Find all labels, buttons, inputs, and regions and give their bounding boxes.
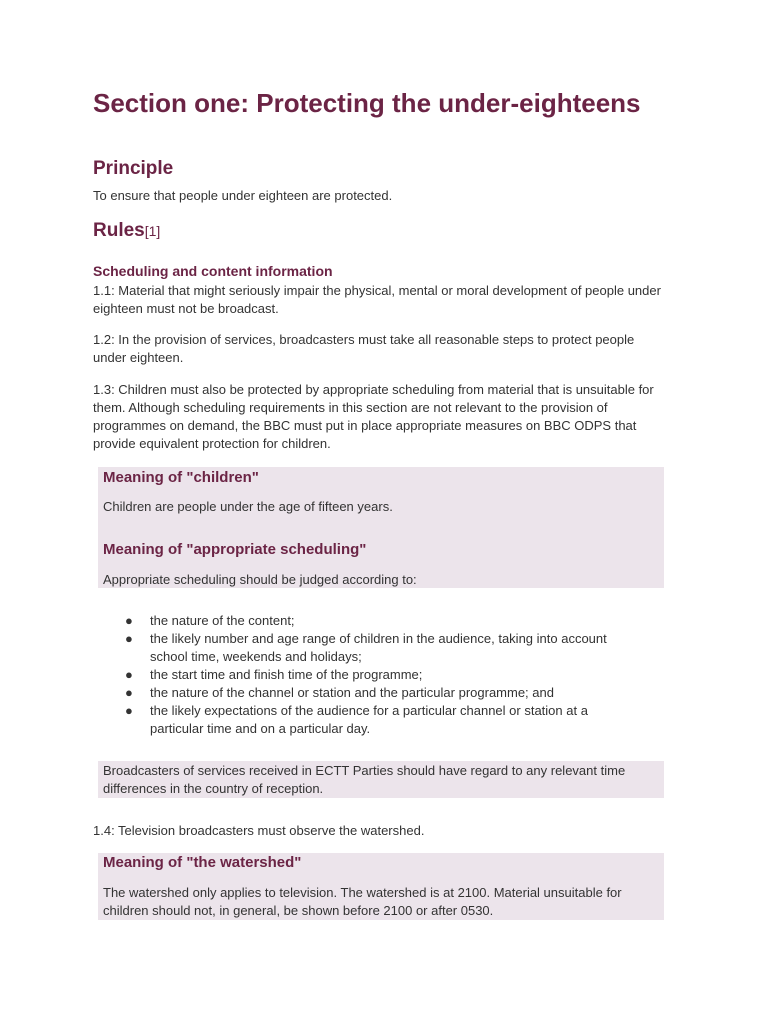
list-item-text: the likely expectations of the audience for a particular channel or station at a particular time and on a particular day. [150,703,588,736]
principle-heading: Principle [93,158,174,179]
list-item-text: the start time and finish time of the programme; [150,667,423,682]
list-item-text: the likely number and age range of children in the audience, taking into account school time, weekends and holidays; [150,631,607,664]
scheduling-meaning-text: Appropriate scheduling should be judged according to: [103,572,417,587]
watershed-meaning-heading: Meaning of "the watershed" [103,854,302,871]
watershed-meaning-text: The watershed only applies to television. The watershed is at 2100. Material unsuitable for children should not, in general, be shown before 2100 or after 0530. [103,885,622,918]
ectt-note-box [98,761,664,798]
ectt-note-text: Broadcasters of services received in ECTT Parties should have regard to any relevant time differences in the country of reception. [103,763,626,796]
rule-1-4: 1.4: Television broadcasters must observe the watershed. [93,823,425,838]
list-item [125,666,625,684]
bullet-icon: ● [125,703,133,718]
bullet-icon: ● [125,685,133,700]
list-item-text: the nature of the content; [150,613,295,628]
bullet-icon: ● [125,613,133,628]
rules-heading-label: Rules [93,220,145,241]
rules-heading [93,220,160,242]
watershed-meaning-box [98,853,664,920]
scheduling-subheading: Scheduling and content information [93,263,333,279]
scheduling-criteria-list [125,612,625,738]
list-item [125,684,625,702]
rule-1-1: 1.1: Material that might seriously impair the physical, mental or moral development of people under eighteen must not be broadcast. [93,283,661,316]
children-meaning-heading: Meaning of "children" [103,469,259,486]
list-item [125,612,625,630]
list-item [125,630,625,666]
page-title: Section one: Protecting the under-eighteens [93,88,641,118]
footnote-link[interactable]: [1] [144,223,161,239]
principle-text: To ensure that people under eighteen are protected. [93,188,393,203]
list-item [125,702,625,738]
bullet-icon: ● [125,631,133,646]
bullet-icon: ● [125,667,133,682]
meaning-box-children-scheduling [98,467,664,588]
rule-1-2: 1.2: In the provision of services, broadcasters must take all reasonable steps to protect people under eighteen. [93,332,635,365]
children-meaning-text: Children are people under the age of fifteen years. [103,499,393,514]
scheduling-meaning-heading: Meaning of "appropriate scheduling" [103,541,367,558]
list-item-text: the nature of the channel or station and the particular programme; and [150,685,554,700]
rule-1-3: 1.3: Children must also be protected by appropriate scheduling from material that is unsuitable for them. Although scheduling requirements in this section are not relevant to the provision of programmes on demand, the BBC must put in place appropriate measures on BBC ODPS that provide equivalent protection for children. [93,382,654,451]
